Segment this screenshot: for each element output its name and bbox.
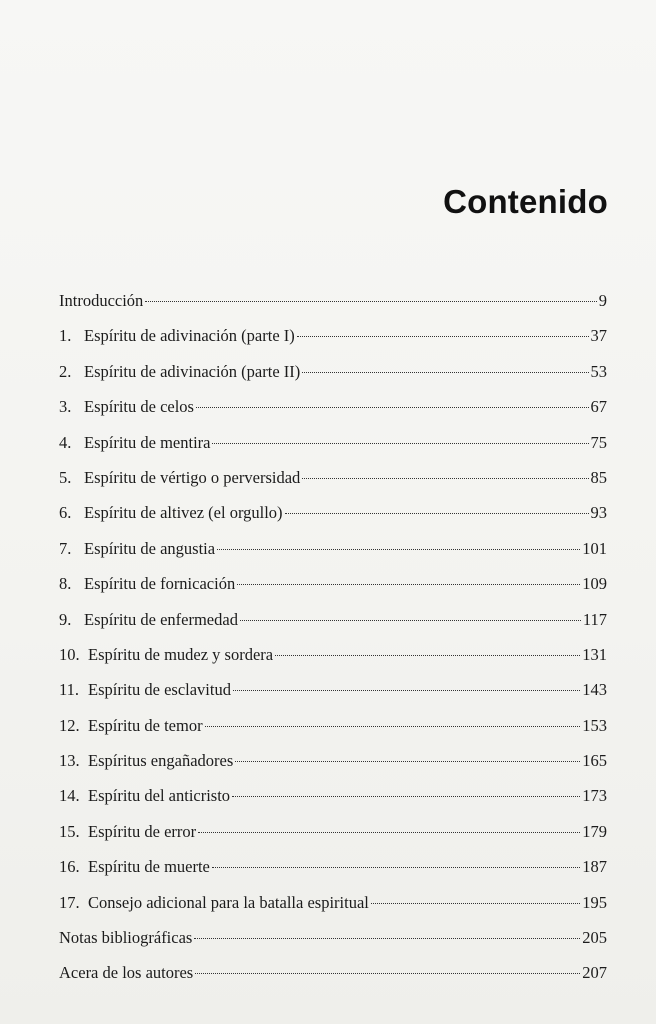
toc-page-number: 9 — [598, 291, 607, 310]
toc-entry-1 — [59, 318, 607, 353]
toc-entry-15 — [59, 814, 607, 849]
dot-leader — [212, 443, 588, 444]
toc-entry-label: Espíritus engañadores — [88, 751, 234, 771]
dot-leader — [195, 973, 580, 974]
toc-entry-introduccion — [59, 283, 607, 318]
toc-page-number: 53 — [590, 361, 607, 381]
toc-entry-label: Espíritu de angustia — [84, 538, 216, 558]
dot-leader — [217, 549, 580, 550]
toc-page-number: 207 — [582, 963, 607, 983]
toc-entry-label: Espíritu de enfermedad — [84, 609, 238, 629]
toc-page-number: 187 — [582, 857, 607, 877]
dot-leader — [212, 867, 580, 868]
toc-chapter-number: 5. — [59, 467, 72, 487]
dot-leader — [275, 655, 580, 656]
toc-chapter-number: 16. — [59, 857, 80, 877]
toc-chapter-number: 3. — [59, 397, 72, 417]
toc-entry-label: Espíritu de esclavitud — [88, 680, 231, 700]
toc-entry-5 — [59, 460, 607, 495]
toc-chapter-number: 8. — [59, 574, 72, 594]
toc-entry-4 — [59, 425, 607, 460]
toc-entry-17 — [59, 885, 607, 920]
toc-chapter-number: 15. — [59, 821, 80, 841]
toc-page-number: 101 — [582, 538, 607, 558]
toc-entry-acerca-de-los-autores — [59, 955, 607, 990]
dot-leader — [205, 726, 581, 727]
toc-chapter-number: 1. — [59, 326, 72, 346]
toc-entry-label: Espíritu de mudez y sordera — [88, 644, 274, 664]
toc-page-number: 85 — [590, 467, 607, 487]
dot-leader — [233, 690, 580, 691]
toc-entry-8 — [59, 566, 607, 601]
toc-entry-label: Espíritu de muerte — [88, 857, 210, 877]
toc-page-number: 173 — [582, 786, 607, 806]
toc-page-number: 205 — [582, 928, 607, 948]
toc-entry-16 — [59, 849, 607, 884]
toc-chapter-number: 4. — [59, 432, 72, 452]
toc-entry-label: Espíritu del anticristo — [88, 786, 231, 806]
toc-entry-3 — [59, 389, 607, 424]
toc-entry-6 — [59, 495, 607, 530]
toc-page-number: 75 — [590, 432, 607, 452]
dot-leader — [232, 796, 580, 797]
toc-chapter-number: 13. — [59, 751, 80, 771]
toc-entry-label: Espíritu de altivez (el orgullo) — [84, 503, 283, 523]
dot-leader — [237, 584, 580, 585]
toc-entry-label: Notas bibliográficas — [59, 928, 193, 948]
toc-entry-2 — [59, 354, 607, 389]
toc-page-number: 131 — [582, 644, 607, 664]
toc-entry-label: Espíritu de temor — [88, 715, 203, 735]
toc-chapter-number: 14. — [59, 786, 80, 806]
dot-leader — [194, 938, 580, 939]
toc-page-number: 93 — [590, 503, 607, 523]
toc-entry-7 — [59, 531, 607, 566]
dot-leader — [235, 761, 580, 762]
toc-chapter-number: 17. — [59, 892, 80, 912]
toc-entry-11 — [59, 672, 607, 707]
toc-entry-label: Espíritu de fornicación — [84, 574, 236, 594]
dot-leader — [196, 407, 589, 408]
dot-leader — [302, 478, 588, 479]
toc-chapter-number: 9. — [59, 609, 72, 629]
toc-chapter-number: 7. — [59, 538, 72, 558]
toc-entry-label: Espíritu de adivinación (parte II) — [84, 361, 301, 381]
toc-page-number: 143 — [582, 680, 607, 700]
toc-entry-label: Espíritu de error — [88, 821, 197, 841]
toc-entry-9 — [59, 602, 607, 637]
toc-entry-notas-bibliograficas — [59, 920, 607, 955]
toc-entry-label: Espíritu de vértigo o perversidad — [84, 467, 301, 487]
table-of-contents — [59, 283, 607, 991]
toc-entry-label: Espíritu de adivinación (parte I) — [84, 326, 295, 346]
toc-entry-label: Espíritu de celos — [84, 397, 194, 417]
dot-leader — [145, 301, 596, 302]
dot-leader — [198, 832, 580, 833]
page-title: Contenido — [443, 183, 608, 220]
toc-page-number: 37 — [590, 326, 607, 346]
dot-leader — [285, 513, 589, 514]
toc-entry-label: Introducción — [59, 291, 144, 310]
toc-entry-14 — [59, 778, 607, 813]
toc-entry-10 — [59, 637, 607, 672]
dot-leader — [297, 336, 589, 337]
toc-page-number: 179 — [582, 821, 607, 841]
toc-entry-label: Acera de los autores — [59, 963, 194, 983]
toc-page-number: 117 — [582, 609, 607, 629]
toc-chapter-number: 2. — [59, 361, 72, 381]
toc-chapter-number: 12. — [59, 715, 80, 735]
toc-chapter-number: 11. — [59, 680, 80, 700]
toc-page-number: 67 — [590, 397, 607, 417]
toc-page-number: 195 — [582, 892, 607, 912]
toc-entry-13 — [59, 743, 607, 778]
toc-page-number: 109 — [582, 574, 607, 594]
toc-entry-label: Consejo adicional para la batalla espiritual — [88, 892, 369, 912]
toc-chapter-number: 10. — [59, 644, 80, 664]
toc-page-number: 153 — [582, 715, 607, 735]
toc-entry-12 — [59, 708, 607, 743]
dot-leader — [240, 620, 581, 621]
dot-leader — [371, 903, 580, 904]
dot-leader — [302, 372, 588, 373]
toc-page-number: 165 — [582, 751, 607, 771]
toc-chapter-number: 6. — [59, 503, 72, 523]
toc-entry-label: Espíritu de mentira — [84, 432, 211, 452]
